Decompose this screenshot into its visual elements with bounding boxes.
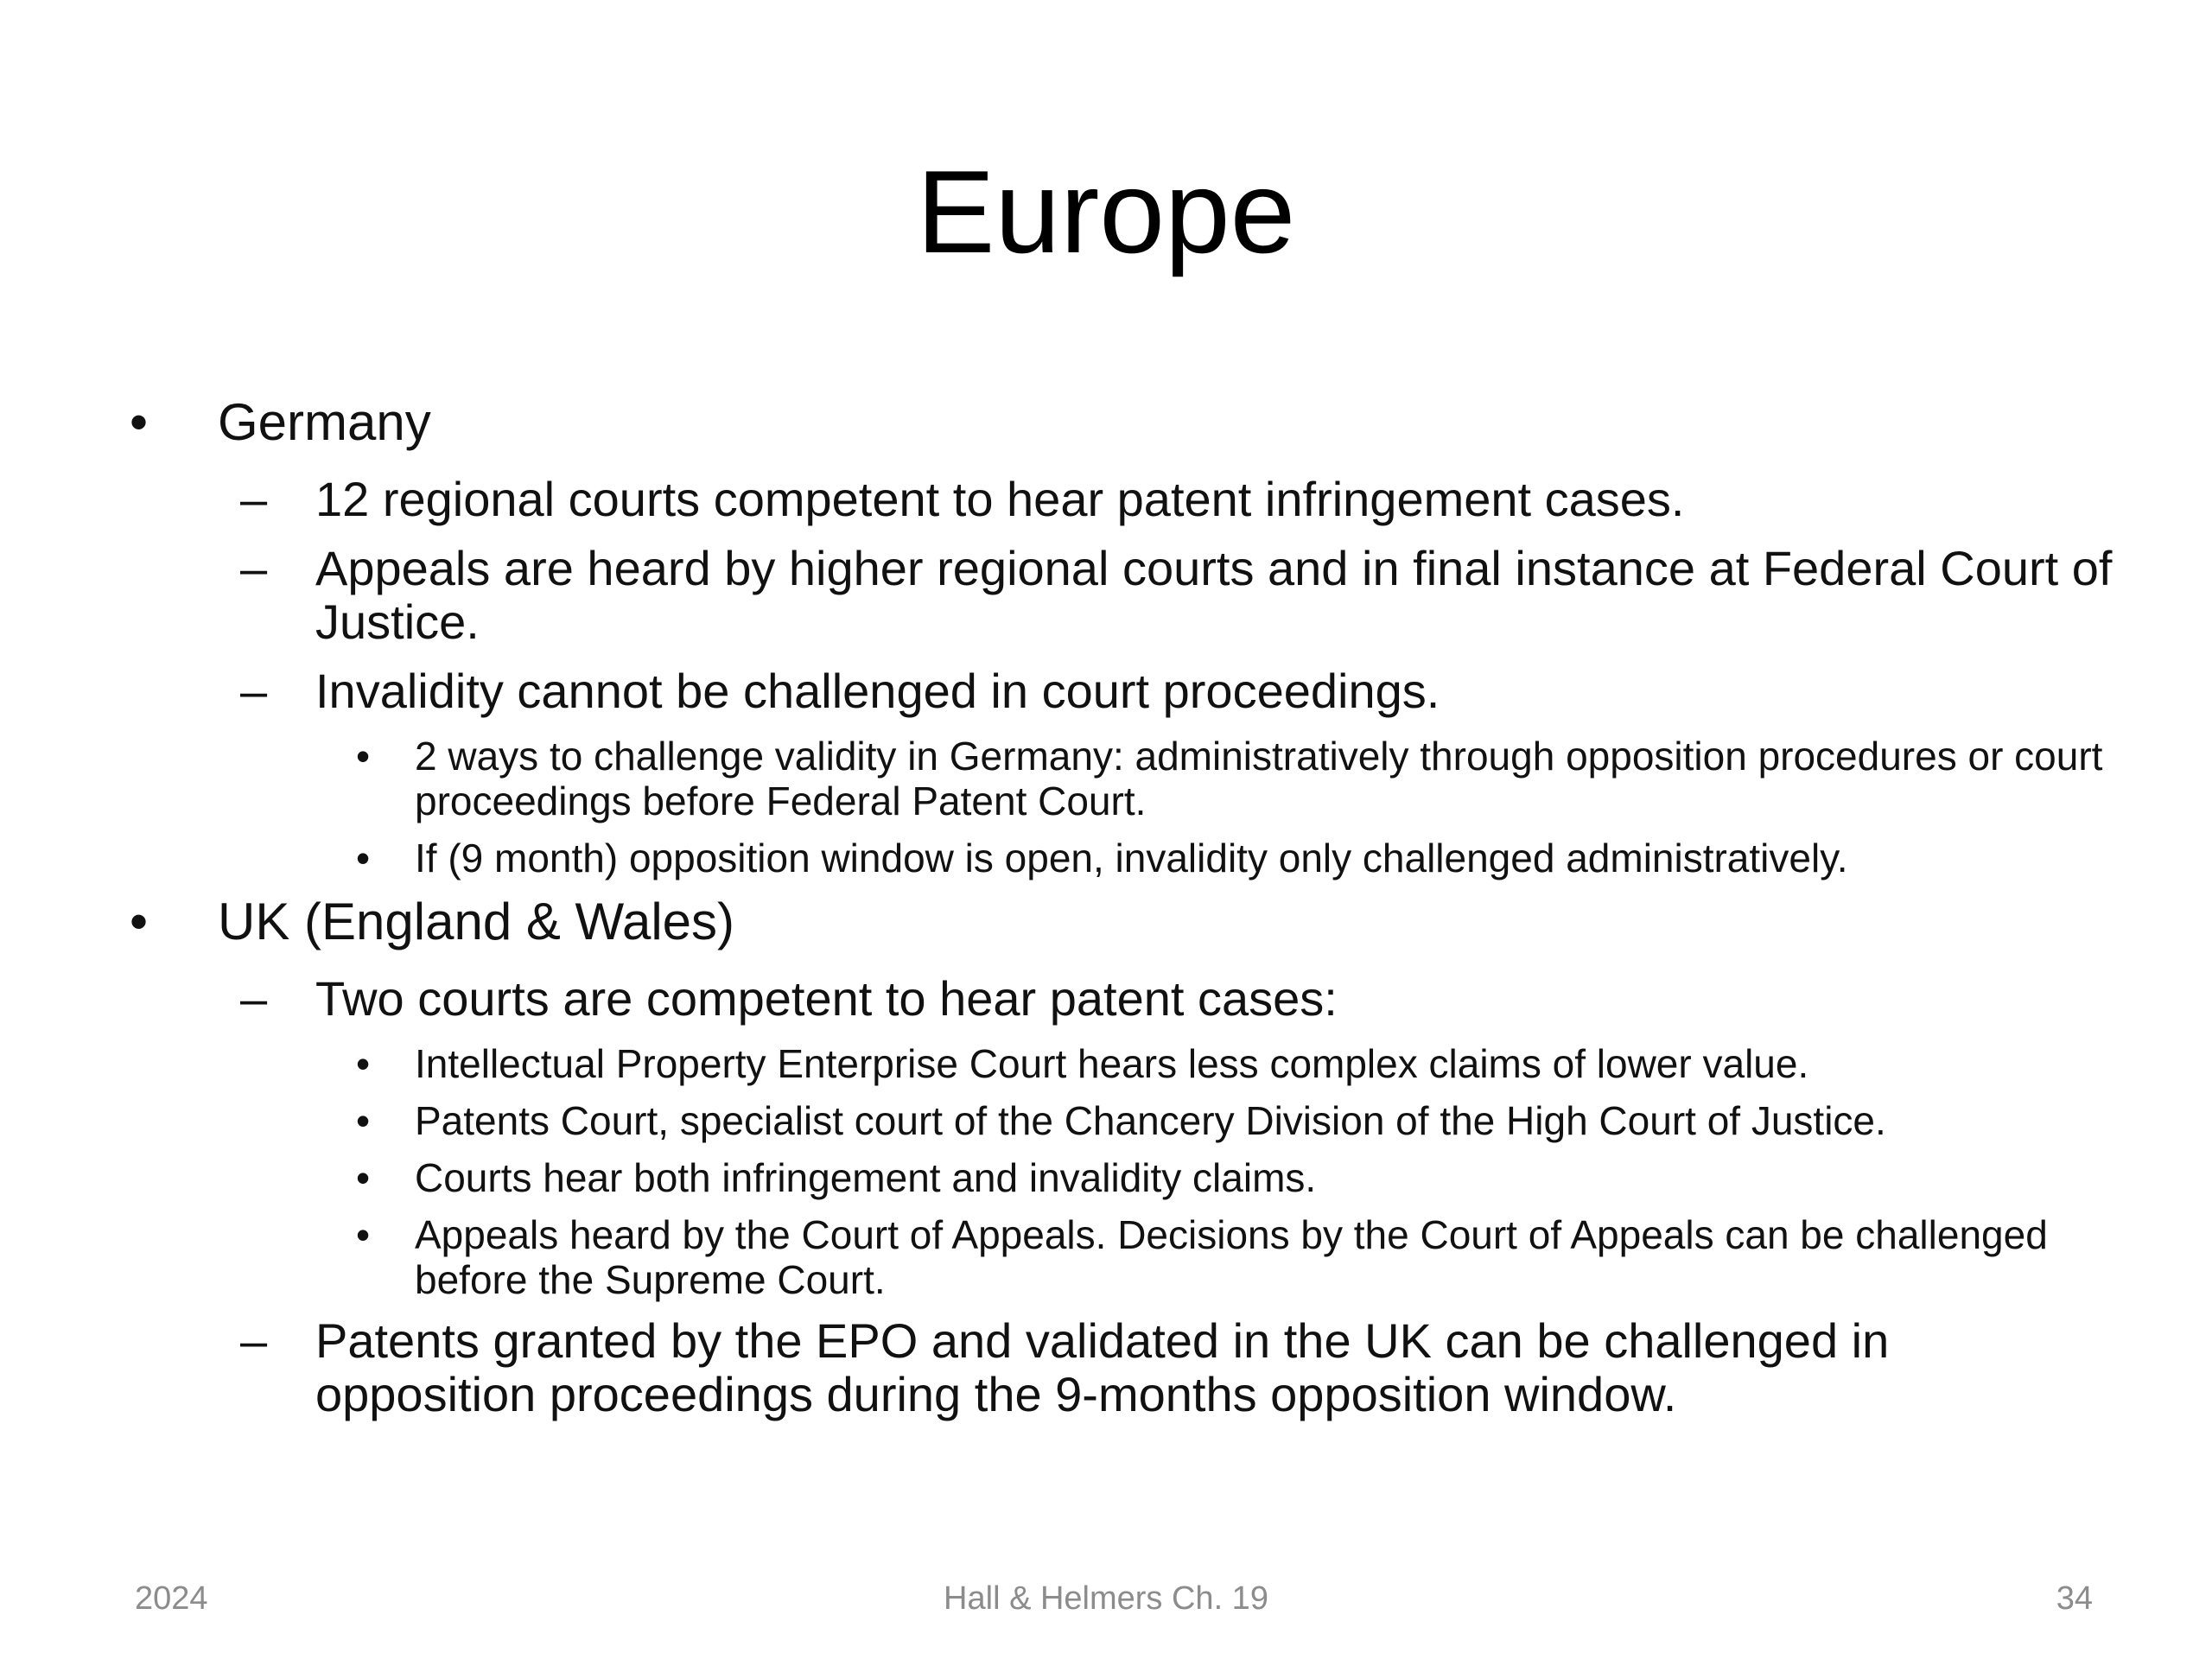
bullet-marker: •: [130, 893, 149, 950]
sub-bullet-text: Appeals are heard by higher regional courts and in final instance at Federal Court of Justice.: [315, 541, 2113, 649]
dot-marker: •: [356, 1098, 371, 1143]
sub-bullet: [130, 1314, 2117, 1421]
sub-bullet: [130, 972, 2117, 1026]
sub-bullet: [130, 664, 2117, 718]
dot-marker: •: [356, 734, 371, 779]
sub-sub-bullet: [130, 1212, 2117, 1302]
slide-content: [130, 393, 2117, 1437]
footer-year: 2024: [135, 1580, 208, 1617]
sub-bullet: [130, 542, 2117, 649]
sub-sub-bullet: [130, 1155, 2117, 1200]
bullet-marker: •: [130, 393, 149, 451]
footer-source: Hall & Helmers Ch. 19: [944, 1580, 1268, 1617]
sub-sub-bullet-text: 2 ways to challenge validity in Germany: administratively through opposition procedures or court proceedings before Federal Patent Court.: [415, 734, 2103, 823]
sub-bullet-text: Invalidity cannot be challenged in court proceedings.: [315, 664, 1440, 718]
dot-marker: •: [356, 1155, 371, 1200]
dash-marker: –: [240, 971, 268, 1026]
sub-sub-bullet-text: Courts hear both infringement and invalidity claims.: [415, 1155, 1317, 1200]
dot-marker: •: [356, 1212, 371, 1257]
sub-bullet-text: Two courts are competent to hear patent cases:: [315, 971, 1338, 1026]
bullet-uk: [130, 893, 2117, 951]
sub-sub-bullet: [130, 734, 2117, 823]
dash-marker: –: [240, 472, 268, 526]
sub-sub-bullet-text: Appeals heard by the Court of Appeals. Decisions by the Court of Appeals can be challenged before the Supreme Court.: [415, 1212, 2048, 1302]
sub-bullet-text: 12 regional courts competent to hear patent infringement cases.: [315, 472, 1685, 526]
bullet-text: UK (England & Wales): [218, 893, 735, 950]
sub-sub-bullet: [130, 1041, 2117, 1086]
footer-page-number: 34: [2056, 1580, 2093, 1617]
dash-marker: –: [240, 541, 268, 595]
sub-sub-bullet-text: Intellectual Property Enterprise Court hears less complex claims of lower value.: [415, 1041, 1809, 1086]
dot-marker: •: [356, 1041, 371, 1086]
dash-marker: –: [240, 1313, 268, 1368]
bullet-germany: [130, 393, 2117, 452]
dash-marker: –: [240, 664, 268, 718]
slide-title: Europe: [916, 146, 1296, 277]
sub-bullet-text: Patents granted by the EPO and validated in the UK can be challenged in opposition proceedings during the 9-months opposition window.: [315, 1313, 1890, 1421]
sub-sub-bullet-text: Patents Court, specialist court of the Chancery Division of the High Court of Justice.: [415, 1098, 1886, 1143]
sub-sub-bullet-text: If (9 month) opposition window is open, invalidity only challenged administratively.: [415, 836, 1848, 880]
sub-sub-bullet: [130, 836, 2117, 880]
sub-sub-bullet: [130, 1098, 2117, 1143]
dot-marker: •: [356, 836, 371, 880]
sub-bullet: [130, 473, 2117, 526]
bullet-text: Germany: [218, 393, 431, 451]
